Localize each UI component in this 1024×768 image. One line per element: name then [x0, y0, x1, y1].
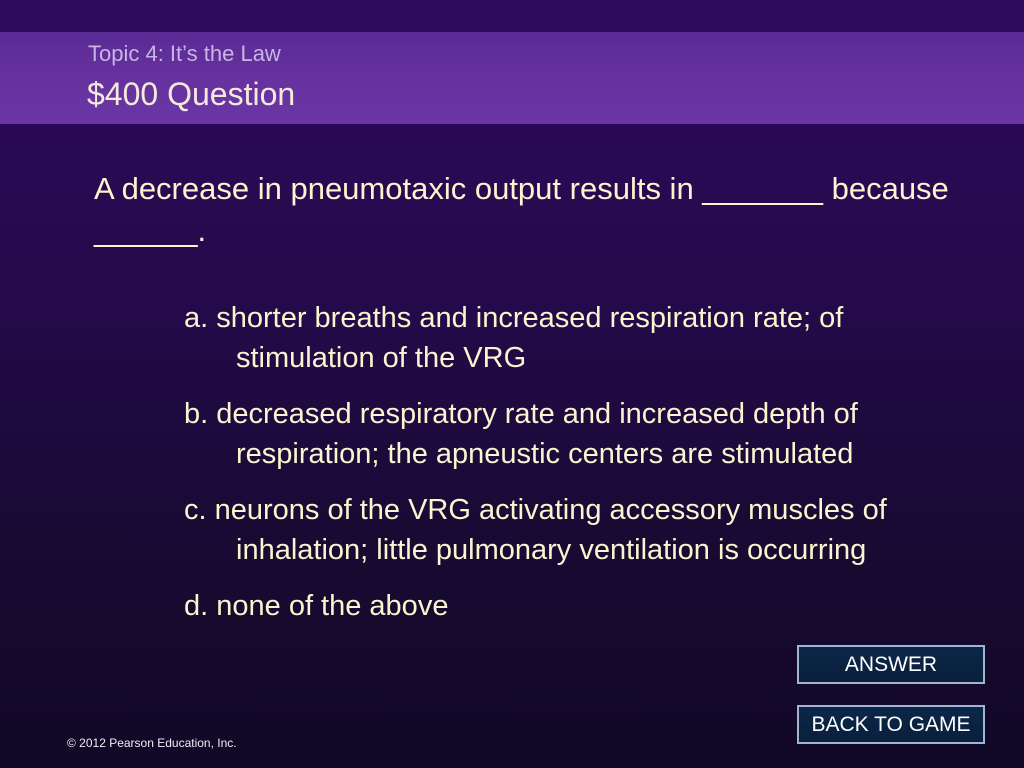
back-to-game-button[interactable]: BACK TO GAME [797, 705, 985, 744]
answer-choices [184, 298, 974, 642]
question-prompt: A decrease in pneumotaxic output results in _______ because ______. [94, 171, 949, 248]
topic-label: Topic 4: It’s the Law [88, 41, 281, 66]
choice-d: d. none of the above [184, 590, 449, 622]
choice-a: a. shorter breaths and increased respiration rate; of stimulation of the VRG [184, 302, 844, 374]
question-value-title: $400 Question [87, 76, 296, 112]
choice-c: c. neurons of the VRG activating accessory muscles of inhalation; little pulmonary ventilation is occurring [184, 494, 887, 566]
copyright-notice: © 2012 Pearson Education, Inc. [67, 736, 237, 750]
choice-b: b. decreased respiratory rate and increased depth of respiration; the apneustic centers are stimulated [184, 398, 858, 470]
answer-button[interactable]: ANSWER [797, 645, 985, 684]
